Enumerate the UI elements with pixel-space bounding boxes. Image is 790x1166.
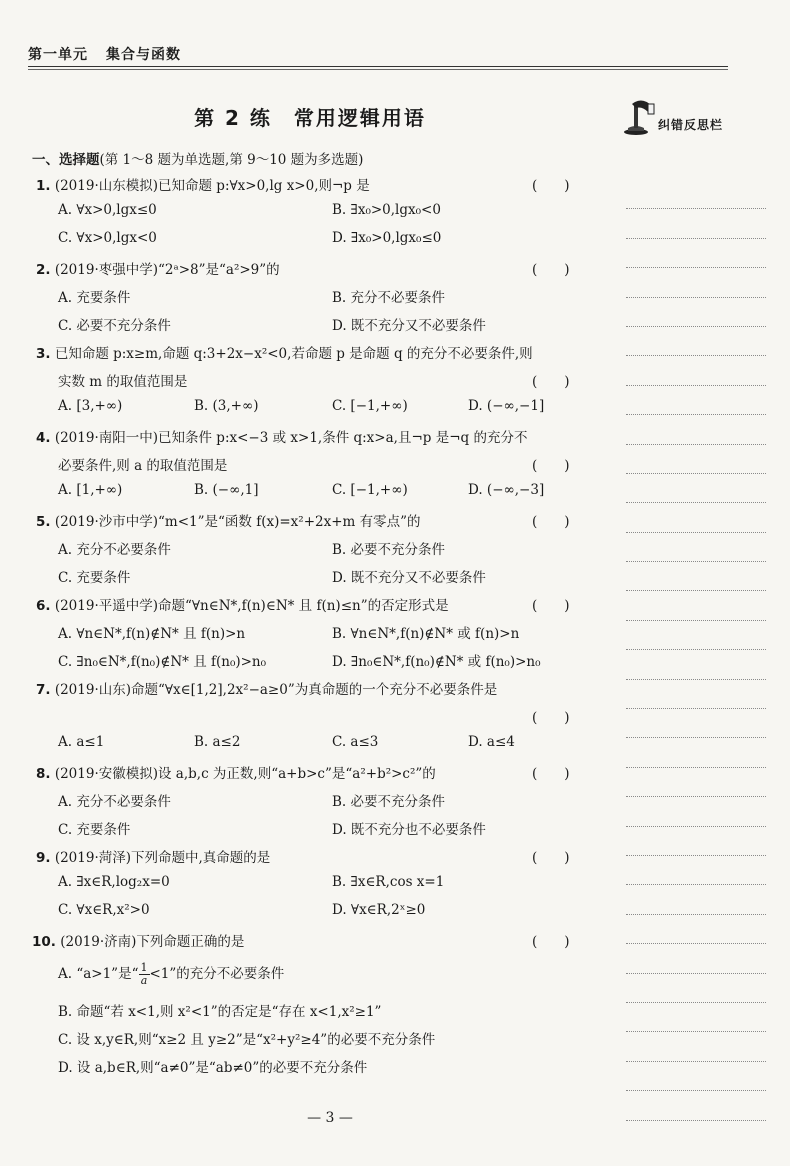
section-note: (第 1～8 题为单选题,第 9～10 题为多选题)	[99, 152, 364, 168]
option-7a: A. a≤1	[58, 734, 105, 750]
option-7d: D. a≤4	[468, 734, 515, 750]
question-2: 2. (2019·枣强中学)“2ᵃ>8”是“a²>9”的	[36, 262, 280, 278]
page-number: — 3 —	[307, 1110, 353, 1126]
question-4: 4. (2019·南阳一中)已知条件 p:x<−3 或 x>1,条件 q:x>a,且¬p 是¬q 的充分不	[36, 430, 528, 446]
option-3b: B. (3,+∞)	[194, 398, 259, 414]
answer-blank-1[interactable]: ( )	[532, 178, 570, 194]
question-4-cont: 必要条件,则 a 的取值范围是	[58, 458, 228, 474]
answer-blank-2[interactable]: ( )	[532, 262, 570, 278]
section-heading: 一、选择题(第 1～8 题为单选题,第 9～10 题为多选题)	[32, 152, 364, 168]
option-9c: C. ∀x∈R,x²>0	[58, 902, 150, 918]
header-rule	[28, 66, 728, 67]
answer-blank-8[interactable]: ( )	[532, 766, 570, 782]
option-9d: D. ∀x∈R,2ˣ≥0	[332, 902, 426, 918]
option-4a: A. [1,+∞)	[58, 482, 123, 498]
option-6b: B. ∀n∈N*,f(n)∉N* 或 f(n)>n	[332, 626, 520, 642]
answer-blank-10[interactable]: ( )	[532, 934, 570, 950]
option-7b: B. a≤2	[194, 734, 241, 750]
option-8d: D. 既不充分也不必要条件	[332, 822, 486, 838]
option-2a: A. 充要条件	[58, 290, 131, 306]
reflection-writing-lines[interactable]	[626, 180, 766, 1121]
option-9a: A. ∃x∈R,log₂x=0	[58, 874, 170, 890]
option-5a: A. 充分不必要条件	[58, 542, 171, 558]
desk-lamp-icon	[622, 98, 662, 136]
lesson-title: 常用逻辑用语	[293, 106, 426, 130]
question-6: 6. (2019·平遥中学)命题“∀n∈N*,f(n)∈N* 且 f(n)≤n”的否定形式是	[36, 598, 449, 614]
option-10d: D. 设 a,b∈R,则“a≠0”是“ab≠0”的必要不充分条件	[58, 1060, 368, 1076]
question-1: 1. (2019·山东模拟)已知命题 p:∀x>0,lg x>0,则¬p 是	[36, 178, 370, 194]
fraction-one-over-a: $\frac{1}{a}$	[140, 961, 148, 987]
option-1d: D. ∃x₀>0,lgx₀≤0	[332, 230, 442, 246]
option-6c: C. ∃n₀∈N*,f(n₀)∉N* 且 f(n₀)>n₀	[58, 654, 267, 670]
option-9b: B. ∃x∈R,cos x=1	[332, 874, 445, 890]
question-5: 5. (2019·沙市中学)“m<1”是“函数 f(x)=x²+2x+m 有零点”的	[36, 514, 421, 530]
option-6d: D. ∃n₀∈N*,f(n₀)∉N* 或 f(n₀)>n₀	[332, 654, 541, 670]
topic-label: 集合与函数	[106, 47, 181, 63]
answer-blank-9[interactable]: ( )	[532, 850, 570, 866]
unit-label: 第一单元	[28, 47, 88, 63]
question-3: 3. 已知命题 p:x≥m,命题 q:3+2x−x²<0,若命题 p 是命题 q 的充分不必要条件,则	[36, 346, 533, 362]
answer-blank-4[interactable]: ( )	[532, 458, 570, 474]
option-5b: B. 必要不充分条件	[332, 542, 446, 558]
option-6a: A. ∀n∈N*,f(n)∉N* 且 f(n)>n	[58, 626, 246, 642]
answer-blank-5[interactable]: ( )	[532, 514, 570, 530]
option-3a: A. [3,+∞)	[58, 398, 123, 414]
option-4b: B. (−∞,1]	[194, 482, 259, 498]
question-3-cont: 实数 m 的取值范围是	[58, 374, 188, 390]
option-8c: C. 充要条件	[58, 822, 131, 838]
header-rule-thin	[28, 69, 728, 70]
option-3c: C. [−1,+∞)	[332, 398, 408, 414]
option-2b: B. 充分不必要条件	[332, 290, 446, 306]
option-2c: C. 必要不充分条件	[58, 318, 171, 334]
option-3d: D. (−∞,−1]	[468, 398, 545, 414]
option-8a: A. 充分不必要条件	[58, 794, 171, 810]
option-10c: C. 设 x,y∈R,则“x≥2 且 y≥2”是“x²+y²≥4”的必要不充分条件	[58, 1032, 436, 1048]
answer-blank-7[interactable]: ( )	[532, 710, 570, 726]
option-1a: A. ∀x>0,lgx≤0	[58, 202, 157, 218]
option-2d: D. 既不充分又不必要条件	[332, 318, 486, 334]
reflection-label: 纠错反思栏	[658, 118, 724, 132]
option-1c: C. ∀x>0,lgx<0	[58, 230, 157, 246]
reflection-column-header	[622, 98, 742, 138]
option-10b: B. 命题“若 x<1,则 x²<1”的否定是“存在 x<1,x²≥1”	[58, 1004, 382, 1020]
answer-blank-3[interactable]: ( )	[532, 374, 570, 390]
question-9: 9. (2019·菏泽)下列命题中,真命题的是	[36, 850, 271, 866]
answer-blank-6[interactable]: ( )	[532, 598, 570, 614]
question-10: 10. (2019·济南)下列命题正确的是	[32, 934, 245, 950]
lesson-number: 第 2 练	[194, 106, 272, 130]
option-5c: C. 充要条件	[58, 570, 131, 586]
option-1b: B. ∃x₀>0,lgx₀<0	[332, 202, 441, 218]
question-7: 7. (2019·山东)命题“∀x∈[1,2],2x²−a≥0”为真命题的一个充分不必要条件是	[36, 682, 498, 698]
option-7c: C. a≤3	[332, 734, 379, 750]
option-5d: D. 既不充分又不必要条件	[332, 570, 486, 586]
option-4d: D. (−∞,−3]	[468, 482, 545, 498]
option-10a: A. “a>1”是“ $\frac{1}{a}$ <1”的充分不必要条件	[58, 961, 285, 987]
option-8b: B. 必要不充分条件	[332, 794, 446, 810]
running-header	[28, 44, 181, 64]
question-8: 8. (2019·安徽模拟)设 a,b,c 为正数,则“a+b>c”是“a²+b²>c²”的	[36, 766, 436, 782]
page-title	[0, 102, 620, 131]
option-4c: C. [−1,+∞)	[332, 482, 408, 498]
